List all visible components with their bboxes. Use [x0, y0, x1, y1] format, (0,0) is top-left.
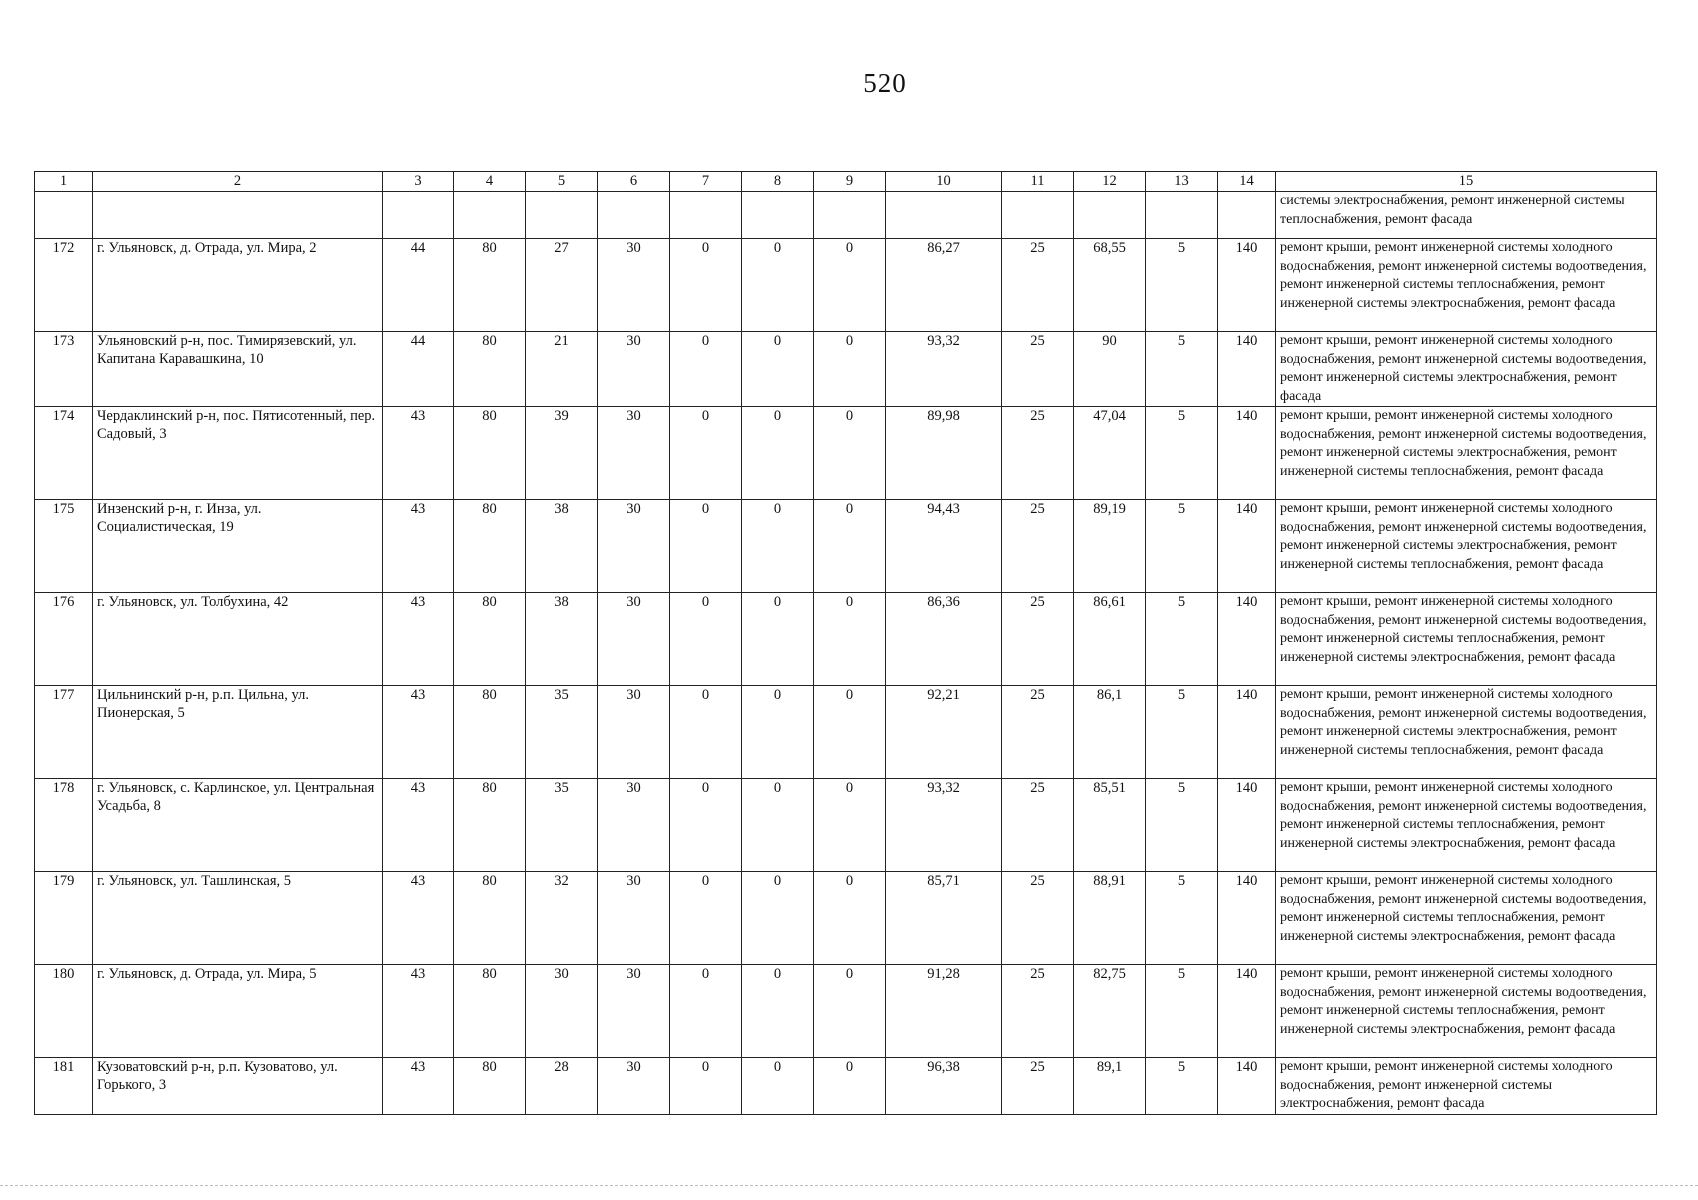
row-number-cell: 176: [35, 593, 93, 686]
column-header: 2: [93, 172, 383, 192]
works-cell: ремонт крыши, ремонт инженерной системы холодного водоснабжения, ремонт инженерной системы водоотведения, ремонт инженерной системы электроснабжения, ремонт инженерной системы теплоснабжения, ремонт фасада: [1276, 500, 1657, 593]
value-cell: 43: [383, 779, 454, 872]
column-header: 11: [1002, 172, 1074, 192]
value-cell: 0: [670, 239, 742, 332]
address-cell: г. Ульяновск, д. Отрада, ул. Мира, 2: [93, 239, 383, 332]
value-cell: 25: [1002, 779, 1074, 872]
value-cell: 140: [1218, 593, 1276, 686]
value-cell: 80: [454, 407, 526, 500]
value-cell: 0: [670, 500, 742, 593]
value-cell: 0: [742, 239, 814, 332]
value-cell: 0: [814, 779, 886, 872]
row-number-cell: 181: [35, 1058, 93, 1115]
table-row: [35, 239, 1657, 332]
value-cell: 5: [1146, 1058, 1218, 1115]
value-cell: 94,43: [886, 500, 1002, 593]
table-cell: [1218, 192, 1276, 239]
table-cell: [383, 192, 454, 239]
table-body: [35, 192, 1657, 1115]
table-cell: [35, 192, 93, 239]
value-cell: 47,04: [1074, 407, 1146, 500]
value-cell: 89,1: [1074, 1058, 1146, 1115]
value-cell: 0: [742, 332, 814, 407]
value-cell: 43: [383, 407, 454, 500]
value-cell: 0: [670, 593, 742, 686]
column-header: 14: [1218, 172, 1276, 192]
value-cell: 30: [598, 686, 670, 779]
value-cell: 0: [742, 407, 814, 500]
row-number-cell: 175: [35, 500, 93, 593]
value-cell: 86,61: [1074, 593, 1146, 686]
value-cell: 140: [1218, 872, 1276, 965]
works-cell: ремонт крыши, ремонт инженерной системы холодного водоснабжения, ремонт инженерной системы водоотведения, ремонт инженерной системы теплоснабжения, ремонт инженерной системы электроснабжения, ремонт фасада: [1276, 779, 1657, 872]
value-cell: 5: [1146, 239, 1218, 332]
value-cell: 80: [454, 965, 526, 1058]
value-cell: 0: [814, 332, 886, 407]
column-header: 5: [526, 172, 598, 192]
value-cell: 92,21: [886, 686, 1002, 779]
table-cell: [742, 192, 814, 239]
row-number-cell: 180: [35, 965, 93, 1058]
column-header: 13: [1146, 172, 1218, 192]
value-cell: 0: [814, 593, 886, 686]
value-cell: 0: [742, 500, 814, 593]
table-row: [35, 407, 1657, 500]
value-cell: 30: [598, 779, 670, 872]
table-cell: [454, 192, 526, 239]
value-cell: 30: [598, 965, 670, 1058]
address-cell: Ульяновский р-н, пос. Тимирязевский, ул. Капитана Каравашкина, 10: [93, 332, 383, 407]
value-cell: 38: [526, 593, 598, 686]
value-cell: 140: [1218, 239, 1276, 332]
column-header: 15: [1276, 172, 1657, 192]
value-cell: 68,55: [1074, 239, 1146, 332]
value-cell: 30: [598, 407, 670, 500]
address-cell: Кузоватовский р-н, р.п. Кузоватово, ул. Горького, 3: [93, 1058, 383, 1115]
value-cell: 43: [383, 1058, 454, 1115]
value-cell: 91,28: [886, 965, 1002, 1058]
continuation-row: [35, 192, 1657, 239]
column-header: 1: [35, 172, 93, 192]
value-cell: 80: [454, 1058, 526, 1115]
value-cell: 0: [814, 1058, 886, 1115]
works-cell: ремонт крыши, ремонт инженерной системы холодного водоснабжения, ремонт инженерной системы водоотведения, ремонт инженерной системы электроснабжения, ремонт инженерной системы теплоснабжения, ремонт фасада: [1276, 407, 1657, 500]
value-cell: 82,75: [1074, 965, 1146, 1058]
value-cell: 85,51: [1074, 779, 1146, 872]
value-cell: 43: [383, 593, 454, 686]
value-cell: 80: [454, 593, 526, 686]
table-row: [35, 332, 1657, 407]
value-cell: 5: [1146, 500, 1218, 593]
value-cell: 80: [454, 239, 526, 332]
page-number: 520: [863, 68, 907, 98]
row-number-cell: 177: [35, 686, 93, 779]
value-cell: 89,19: [1074, 500, 1146, 593]
value-cell: 30: [598, 593, 670, 686]
value-cell: 0: [670, 779, 742, 872]
column-header: 12: [1074, 172, 1146, 192]
value-cell: 25: [1002, 332, 1074, 407]
value-cell: 35: [526, 779, 598, 872]
table-cell: [1146, 192, 1218, 239]
value-cell: 80: [454, 779, 526, 872]
value-cell: 0: [670, 407, 742, 500]
value-cell: 80: [454, 500, 526, 593]
row-number-cell: 179: [35, 872, 93, 965]
value-cell: 0: [742, 686, 814, 779]
value-cell: 0: [814, 239, 886, 332]
column-number-row: [35, 172, 1657, 192]
table-cell: [886, 192, 1002, 239]
table-row: [35, 872, 1657, 965]
address-cell: Чердаклинский р-н, пос. Пятисотенный, пер. Садовый, 3: [93, 407, 383, 500]
value-cell: 89,98: [886, 407, 1002, 500]
value-cell: 43: [383, 686, 454, 779]
table-row: [35, 500, 1657, 593]
value-cell: 30: [598, 500, 670, 593]
value-cell: 140: [1218, 779, 1276, 872]
value-cell: 30: [526, 965, 598, 1058]
value-cell: 44: [383, 239, 454, 332]
works-cell: ремонт крыши, ремонт инженерной системы холодного водоснабжения, ремонт инженерной системы водоотведения, ремонт инженерной системы теплоснабжения, ремонт инженерной системы электроснабжения, ремонт фасада: [1276, 872, 1657, 965]
value-cell: 90: [1074, 332, 1146, 407]
value-cell: 85,71: [886, 872, 1002, 965]
value-cell: 44: [383, 332, 454, 407]
value-cell: 28: [526, 1058, 598, 1115]
table-cell: [1002, 192, 1074, 239]
row-number-cell: 173: [35, 332, 93, 407]
value-cell: 39: [526, 407, 598, 500]
table-row: [35, 593, 1657, 686]
value-cell: 0: [670, 332, 742, 407]
row-number-cell: 174: [35, 407, 93, 500]
value-cell: 25: [1002, 872, 1074, 965]
value-cell: 5: [1146, 593, 1218, 686]
value-cell: 5: [1146, 407, 1218, 500]
works-cell: ремонт крыши, ремонт инженерной системы холодного водоснабжения, ремонт инженерной системы водоотведения, ремонт инженерной системы электроснабжения, ремонт фасада: [1276, 332, 1657, 407]
value-cell: 30: [598, 872, 670, 965]
address-cell: г. Ульяновск, ул. Ташлинская, 5: [93, 872, 383, 965]
value-cell: 0: [670, 965, 742, 1058]
value-cell: 93,32: [886, 779, 1002, 872]
column-header: 4: [454, 172, 526, 192]
value-cell: 25: [1002, 593, 1074, 686]
value-cell: 43: [383, 500, 454, 593]
table-row: [35, 686, 1657, 779]
value-cell: 0: [814, 500, 886, 593]
value-cell: 0: [742, 1058, 814, 1115]
value-cell: 0: [814, 872, 886, 965]
table-row: [35, 965, 1657, 1058]
value-cell: 43: [383, 965, 454, 1058]
works-cell: ремонт крыши, ремонт инженерной системы холодного водоснабжения, ремонт инженерной системы водоотведения, ремонт инженерной системы электроснабжения, ремонт инженерной системы теплоснабжения, ремонт фасада: [1276, 686, 1657, 779]
value-cell: 86,1: [1074, 686, 1146, 779]
table-row: [35, 779, 1657, 872]
value-cell: 140: [1218, 1058, 1276, 1115]
column-header: 8: [742, 172, 814, 192]
address-cell: Инзенский р-н, г. Инза, ул. Социалистическая, 19: [93, 500, 383, 593]
value-cell: 5: [1146, 332, 1218, 407]
value-cell: 140: [1218, 686, 1276, 779]
value-cell: 25: [1002, 965, 1074, 1058]
value-cell: 140: [1218, 500, 1276, 593]
value-cell: 25: [1002, 1058, 1074, 1115]
row-number-cell: 172: [35, 239, 93, 332]
value-cell: 0: [814, 407, 886, 500]
value-cell: 80: [454, 872, 526, 965]
value-cell: 93,32: [886, 332, 1002, 407]
row-number-cell: 178: [35, 779, 93, 872]
column-header: 3: [383, 172, 454, 192]
value-cell: 0: [742, 779, 814, 872]
works-cell: ремонт крыши, ремонт инженерной системы холодного водоснабжения, ремонт инженерной системы водоотведения, ремонт инженерной системы теплоснабжения, ремонт инженерной системы электроснабжения, ремонт фасада: [1276, 239, 1657, 332]
value-cell: 30: [598, 332, 670, 407]
table-cell: [1074, 192, 1146, 239]
column-header: 9: [814, 172, 886, 192]
value-cell: 30: [598, 1058, 670, 1115]
value-cell: 80: [454, 686, 526, 779]
value-cell: 0: [670, 686, 742, 779]
works-cell: ремонт крыши, ремонт инженерной системы холодного водоснабжения, ремонт инженерной системы водоотведения, ремонт инженерной системы теплоснабжения, ремонт инженерной системы электроснабжения, ремонт фасада: [1276, 593, 1657, 686]
value-cell: 0: [742, 872, 814, 965]
value-cell: 0: [742, 593, 814, 686]
value-cell: 25: [1002, 686, 1074, 779]
value-cell: 0: [670, 1058, 742, 1115]
table-cell: [93, 192, 383, 239]
repair-program-table: [34, 171, 1657, 1115]
address-cell: г. Ульяновск, ул. Толбухина, 42: [93, 593, 383, 686]
value-cell: 0: [814, 965, 886, 1058]
value-cell: 86,27: [886, 239, 1002, 332]
value-cell: 0: [670, 872, 742, 965]
value-cell: 88,91: [1074, 872, 1146, 965]
value-cell: 5: [1146, 779, 1218, 872]
table-row: [35, 1058, 1657, 1115]
scan-edge-line: [0, 1185, 1698, 1186]
value-cell: 35: [526, 686, 598, 779]
value-cell: 25: [1002, 500, 1074, 593]
value-cell: 38: [526, 500, 598, 593]
table-cell: [814, 192, 886, 239]
value-cell: 80: [454, 332, 526, 407]
value-cell: 25: [1002, 239, 1074, 332]
column-header: 7: [670, 172, 742, 192]
value-cell: 32: [526, 872, 598, 965]
value-cell: 0: [814, 686, 886, 779]
value-cell: 43: [383, 872, 454, 965]
value-cell: 86,36: [886, 593, 1002, 686]
table-cell: [598, 192, 670, 239]
column-header: 10: [886, 172, 1002, 192]
value-cell: 5: [1146, 872, 1218, 965]
works-cell: системы электроснабжения, ремонт инженерной системы теплоснабжения, ремонт фасада: [1276, 192, 1657, 239]
value-cell: 30: [598, 239, 670, 332]
value-cell: 140: [1218, 332, 1276, 407]
table-cell: [670, 192, 742, 239]
value-cell: 21: [526, 332, 598, 407]
address-cell: г. Ульяновск, с. Карлинское, ул. Центральная Усадьба, 8: [93, 779, 383, 872]
value-cell: 25: [1002, 407, 1074, 500]
value-cell: 5: [1146, 686, 1218, 779]
address-cell: г. Ульяновск, д. Отрада, ул. Мира, 5: [93, 965, 383, 1058]
table-cell: [526, 192, 598, 239]
column-header: 6: [598, 172, 670, 192]
works-cell: ремонт крыши, ремонт инженерной системы холодного водоснабжения, ремонт инженерной системы электроснабжения, ремонт фасада: [1276, 1058, 1657, 1115]
value-cell: 0: [742, 965, 814, 1058]
value-cell: 27: [526, 239, 598, 332]
value-cell: 140: [1218, 407, 1276, 500]
address-cell: Цильнинский р-н, р.п. Цильна, ул. Пионерская, 5: [93, 686, 383, 779]
value-cell: 96,38: [886, 1058, 1002, 1115]
works-cell: ремонт крыши, ремонт инженерной системы холодного водоснабжения, ремонт инженерной системы водоотведения, ремонт инженерной системы теплоснабжения, ремонт инженерной системы электроснабжения, ремонт фасада: [1276, 965, 1657, 1058]
value-cell: 5: [1146, 965, 1218, 1058]
value-cell: 140: [1218, 965, 1276, 1058]
